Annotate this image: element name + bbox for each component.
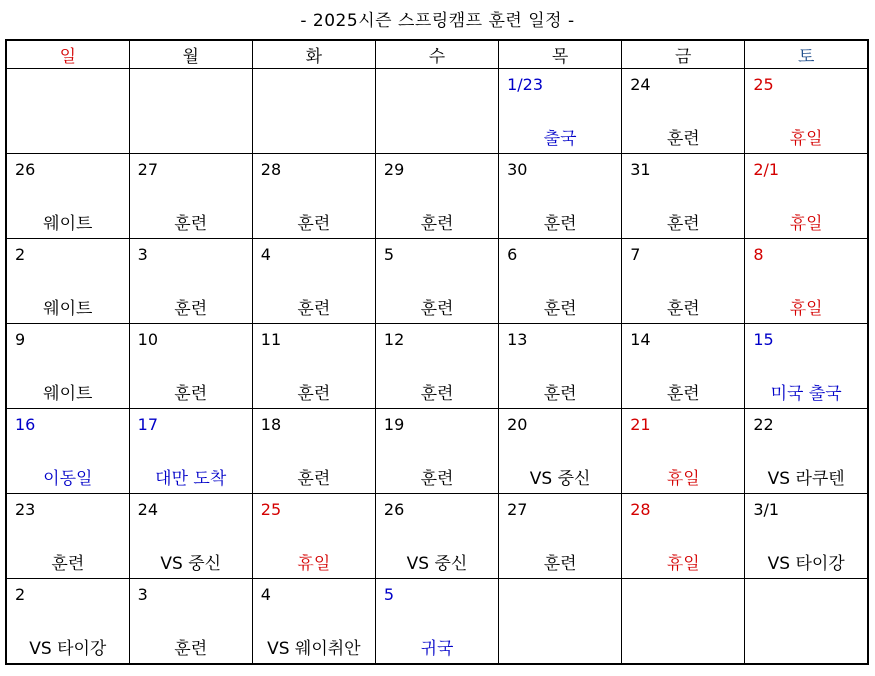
day-cell [6, 324, 129, 409]
day-cell [499, 579, 622, 665]
day-event: 훈련 [297, 469, 331, 489]
day-number: 7 [630, 245, 641, 264]
day-event: 대만 도착 [155, 469, 227, 489]
week-row [6, 154, 868, 239]
day-number: 13 [507, 330, 528, 349]
day-cell [745, 409, 868, 494]
day-number: 5 [383, 585, 395, 604]
day-cell [375, 239, 498, 324]
day-cell [622, 69, 745, 154]
weekday-sat: 토 [745, 40, 868, 69]
page-title: - 2025시즌 스프링캠프 훈련 일정 - [300, 11, 575, 31]
day-event: 휴일 [297, 554, 331, 574]
day-cell [499, 494, 622, 579]
day-number: 3 [137, 245, 148, 264]
day-number: 17 [137, 415, 158, 434]
day-number: 4 [260, 585, 271, 604]
day-number: 19 [383, 415, 405, 434]
day-event: VS 타이강 [29, 639, 107, 659]
day-cell [745, 579, 868, 665]
week-row [6, 494, 868, 579]
day-number: 25 [260, 500, 282, 519]
day-cell [375, 579, 498, 665]
day-event: 훈련 [420, 384, 454, 404]
day-cell [745, 69, 868, 154]
week-row [6, 324, 868, 409]
day-event: 웨이트 [43, 299, 93, 319]
day-number: 5 [383, 245, 395, 264]
day-cell [129, 409, 252, 494]
week-row [6, 409, 868, 494]
day-cell [252, 579, 375, 665]
day-event: 훈련 [543, 384, 577, 404]
day-event: 훈련 [420, 299, 454, 319]
day-number: 16 [15, 415, 36, 434]
day-number: 30 [507, 160, 528, 179]
calendar-header [6, 40, 868, 69]
day-event: 휴일 [789, 129, 823, 149]
day-event: VS 중신 [529, 469, 591, 489]
day-cell [499, 154, 622, 239]
day-cell [745, 324, 868, 409]
week-row [6, 239, 868, 324]
day-number: 3/1 [753, 500, 780, 519]
day-number: 26 [383, 500, 405, 519]
weekday-mon: 월 [129, 40, 252, 69]
calendar-body [6, 69, 868, 665]
day-event: 훈련 [297, 299, 331, 319]
day-event: 훈련 [543, 554, 577, 574]
day-cell [129, 69, 252, 154]
day-number: 2 [15, 585, 26, 604]
day-cell [622, 494, 745, 579]
day-cell [375, 409, 498, 494]
day-cell [622, 239, 745, 324]
day-event: 훈련 [297, 214, 331, 234]
day-cell [499, 239, 622, 324]
day-number: 2 [15, 245, 26, 264]
day-cell [252, 324, 375, 409]
day-cell [375, 494, 498, 579]
day-event: 훈련 [174, 384, 208, 404]
day-event: VS 라쿠텐 [767, 469, 845, 489]
day-cell [252, 69, 375, 154]
day-cell [129, 324, 252, 409]
day-cell [375, 154, 498, 239]
day-number: 27 [137, 160, 158, 179]
day-number: 20 [507, 415, 528, 434]
day-event: 휴일 [789, 299, 823, 319]
day-event: 훈련 [666, 129, 700, 149]
day-event: 미국 출국 [770, 384, 842, 404]
day-event: 훈련 [174, 639, 208, 659]
day-number: 23 [15, 500, 36, 519]
day-number: 27 [507, 500, 528, 519]
day-cell [129, 239, 252, 324]
day-event: 훈련 [174, 299, 208, 319]
day-number: 4 [260, 245, 271, 264]
day-event: VS 웨이취안 [267, 639, 361, 659]
day-cell [129, 154, 252, 239]
weekday-row [6, 40, 868, 69]
day-event: 휴일 [666, 469, 700, 489]
day-number: 21 [630, 415, 651, 434]
day-event: 훈련 [543, 214, 577, 234]
day-number: 12 [383, 330, 405, 349]
day-cell [745, 154, 868, 239]
day-event: 훈련 [420, 214, 454, 234]
day-number: 14 [630, 330, 651, 349]
day-number: 3 [137, 585, 148, 604]
day-number: 18 [260, 415, 282, 434]
day-event: 훈련 [666, 214, 700, 234]
day-cell [6, 239, 129, 324]
day-event: 훈련 [51, 554, 85, 574]
day-event: 훈련 [666, 384, 700, 404]
day-cell [252, 239, 375, 324]
day-number: 11 [260, 330, 282, 349]
day-cell [129, 494, 252, 579]
weekday-thu: 목 [499, 40, 622, 69]
day-event: 훈련 [297, 384, 331, 404]
day-cell [622, 409, 745, 494]
day-number: 10 [137, 330, 158, 349]
day-event: 휴일 [666, 554, 700, 574]
day-number: 24 [137, 500, 158, 519]
day-number: 15 [753, 330, 774, 349]
day-cell [129, 579, 252, 665]
weekday-tue: 화 [252, 40, 375, 69]
day-number: 24 [630, 75, 651, 94]
day-cell [252, 154, 375, 239]
day-number: 26 [15, 160, 36, 179]
day-event: VS 중신 [160, 554, 222, 574]
day-event: VS 중신 [406, 554, 468, 574]
day-cell [375, 324, 498, 409]
day-cell [252, 409, 375, 494]
day-event: 이동일 [43, 469, 93, 489]
day-number: 22 [753, 415, 774, 434]
day-event: 웨이트 [43, 214, 93, 234]
day-cell [622, 154, 745, 239]
day-number: 29 [383, 160, 405, 179]
day-event: 웨이트 [43, 384, 93, 404]
day-cell [499, 409, 622, 494]
day-cell [499, 69, 622, 154]
day-number: 25 [753, 75, 774, 94]
week-row [6, 579, 868, 665]
day-event: 훈련 [420, 469, 454, 489]
day-number: 1/23 [507, 75, 543, 94]
day-cell [6, 409, 129, 494]
day-cell [6, 494, 129, 579]
day-cell [6, 579, 129, 665]
day-number: 6 [507, 245, 518, 264]
day-event: 출국 [543, 129, 577, 149]
weekday-fri: 금 [622, 40, 745, 69]
week-row [6, 69, 868, 154]
day-event: 훈련 [666, 299, 700, 319]
day-cell [252, 494, 375, 579]
weekday-sun: 일 [6, 40, 129, 69]
day-cell [745, 239, 868, 324]
day-number: 28 [630, 500, 651, 519]
day-cell [622, 324, 745, 409]
day-number: 2/1 [753, 160, 780, 179]
day-cell [622, 579, 745, 665]
day-cell [6, 69, 129, 154]
day-number: 28 [260, 160, 282, 179]
day-cell [375, 69, 498, 154]
day-number: 9 [15, 330, 26, 349]
day-event: 훈련 [543, 299, 577, 319]
weekday-wed: 수 [375, 40, 498, 69]
day-number: 31 [630, 160, 651, 179]
calendar-table [5, 39, 869, 665]
day-event: 훈련 [174, 214, 208, 234]
day-event: VS 타이강 [767, 554, 845, 574]
day-event: 휴일 [789, 214, 823, 234]
day-cell [6, 154, 129, 239]
day-cell [499, 324, 622, 409]
day-event: 귀국 [420, 639, 454, 659]
day-number: 8 [753, 245, 764, 264]
day-cell [745, 494, 868, 579]
